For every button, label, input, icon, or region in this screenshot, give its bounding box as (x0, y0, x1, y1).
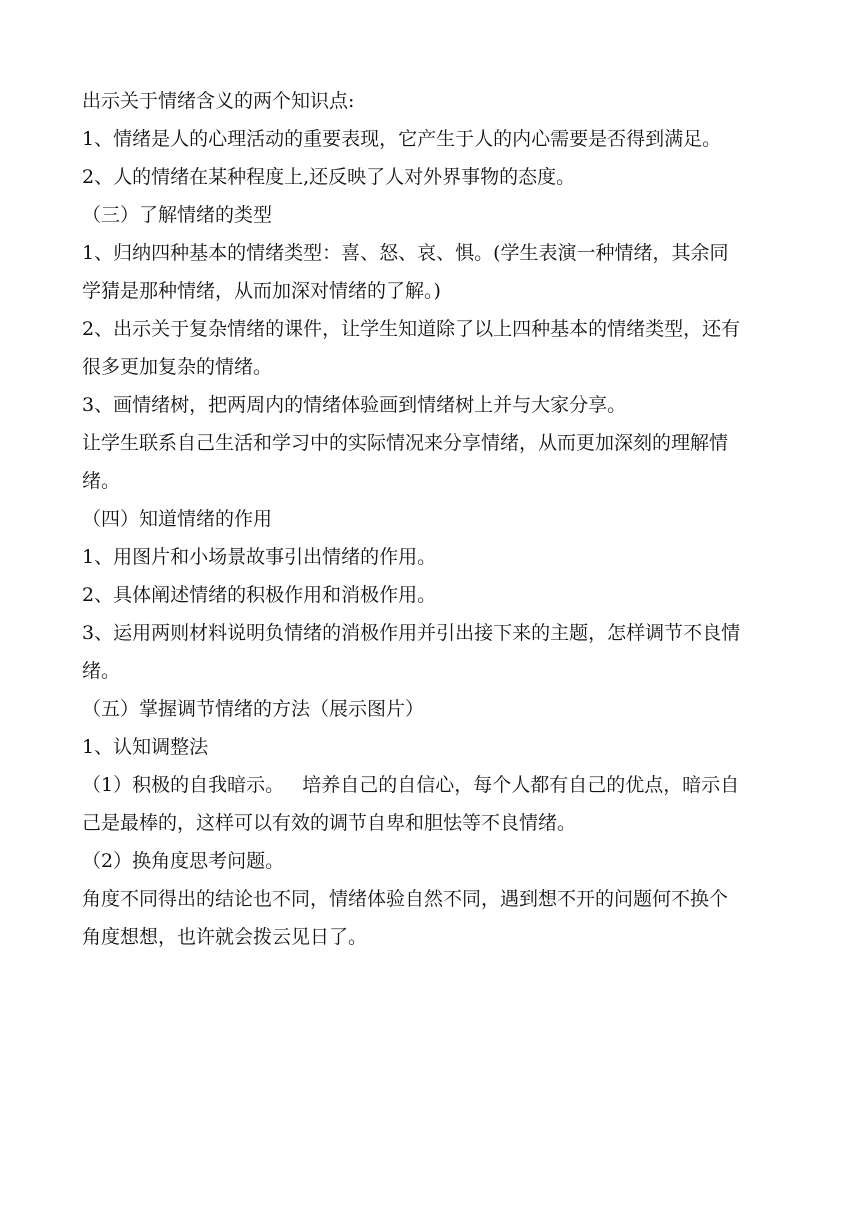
text-line: 学猜是那种情绪，从而加深对情绪的了解。) (82, 280, 441, 302)
text-line-point-2: 2、人的情绪在某种程度上,还反映了人对外界事物的态度。 (82, 166, 576, 188)
text-line: 让学生联系自己生活和学习中的实际情况来分享情绪，从而更加深刻的理解情 (82, 432, 729, 454)
section-heading-5: （五）掌握调节情绪的方法（展示图片） (82, 698, 425, 720)
section-heading-3: （三）了解情绪的类型 (82, 204, 273, 226)
text-line: 1、归纳四种基本的情绪类型：喜、怒、哀、惧。(学生表演一种情绪，其余同 (82, 242, 729, 264)
text-line-intro: 出示关于情绪含义的两个知识点: (82, 90, 355, 112)
text-line: 己是最棒的，这样可以有效的调节自卑和胆怯等不良情绪。 (82, 812, 577, 834)
text-line: 2、具体阐述情绪的积极作用和消极作用。 (82, 584, 437, 606)
text-line: （2）换角度思考问题。 (82, 850, 285, 872)
text-line: 角度不同得出的结论也不同，情绪体验自然不同，遇到想不开的问题何不换个 (82, 888, 729, 910)
text-line: 绪。 (82, 470, 121, 492)
text-line: 1、认知调整法 (82, 736, 209, 758)
text-line-point-1: 1、情绪是人的心理活动的重要表现，它产生于人的内心需要是否得到满足。 (82, 128, 722, 150)
text-line: 1、用图片和小场景故事引出情绪的作用。 (82, 546, 437, 568)
text-line: 绪。 (82, 660, 121, 682)
text-line: 很多更加复杂的情绪。 (82, 356, 273, 378)
text-line: 角度想想，也许就会拨云见日了。 (82, 926, 368, 948)
text-line: 2、出示关于复杂情绪的课件，让学生知道除了以上四种基本的情绪类型，还有 (82, 318, 741, 340)
text-line: 3、画情绪树，把两周内的情绪体验画到情绪树上并与大家分享。 (82, 394, 627, 416)
document-body (82, 82, 782, 956)
text-line: 3、运用两则材料说明负情绪的消极作用并引出接下来的主题，怎样调节不良情 (82, 622, 741, 644)
text-line: （1）积极的自我暗示。 培养自己的自信心，每个人都有自己的优点，暗示自 (82, 774, 740, 796)
section-heading-4: （四）知道情绪的作用 (82, 508, 273, 530)
